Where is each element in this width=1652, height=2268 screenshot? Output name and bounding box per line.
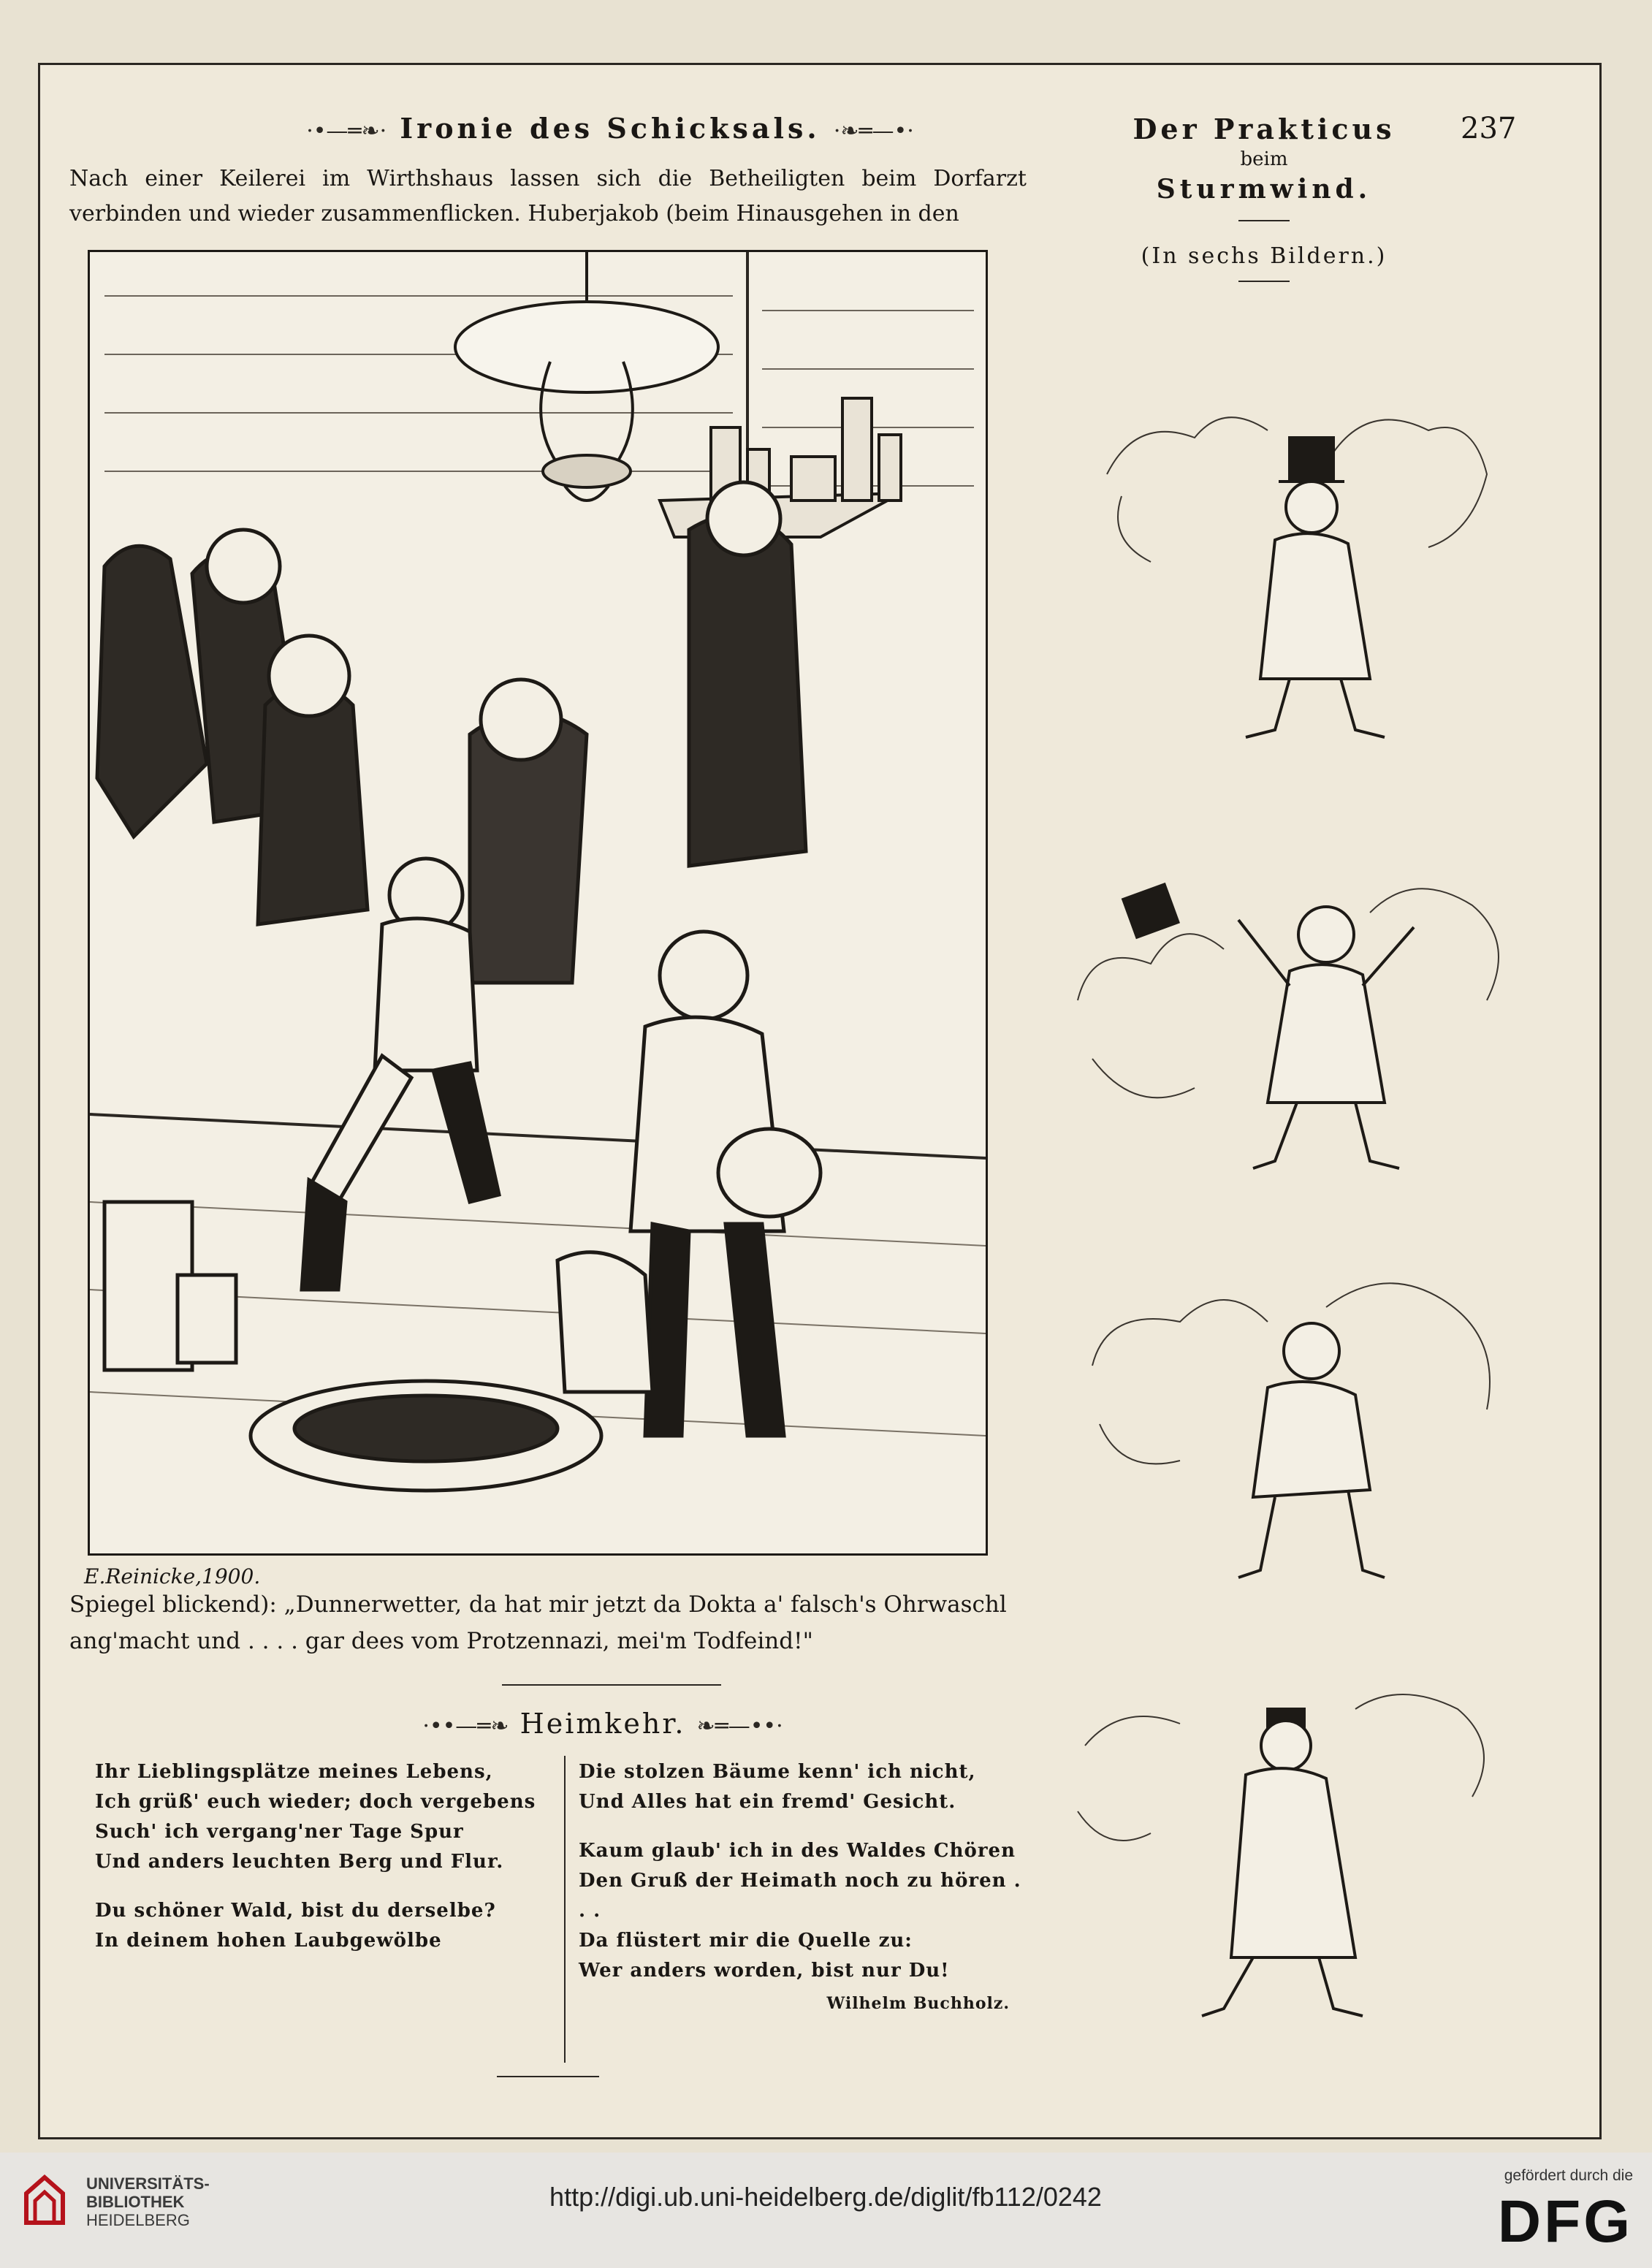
poem-line: In deinem hohen Laubgewölbe [95,1930,442,1952]
comic-panel-4 [1063,1665,1516,2045]
article-title [259,112,961,145]
poem-line: Du schöner Wald, bist du derselbe? [95,1900,496,1922]
poem-line: Und Alles hat ein fremd' Gesicht. [579,1791,956,1813]
illustration-caption: Spiegel blickend): „Dunnerwetter, da hat mir jetzt da Dokta a' falsch's Ohrwaschl ang'macht und . . . . gar dees vom Protzennazi, mei'm Todfeind!" [69,1591,1007,1654]
poem-line: Den Gruß der Heimath noch zu hören . . . [579,1870,1021,1922]
university-library-logo-icon [22,2172,67,2230]
institution-line: BIBLIOTHEK [86,2193,185,2211]
institution-name [86,2174,210,2229]
side-title-line2: beim [1240,148,1288,170]
institution-line: HEIDELBERG [86,2211,190,2229]
page-number: 237 [1461,112,1517,145]
poem-author: Wilhelm Buchholz. [826,1994,1010,2013]
comic-panel-1 [1092,372,1501,752]
funded-by-label: gefördert durch die [1504,2167,1633,2184]
poem-column-divider [564,1756,566,2063]
institution-line: UNIVERSITÄTS- [86,2174,210,2193]
poem-right-column [579,1757,1032,2019]
poem-line: Kaum glaub' ich in des Waldes Chören [579,1840,1016,1862]
poem-line: Ich grüß' euch wieder; doch vergebens [95,1791,536,1813]
article-title-text: Ironie des Schicksals. [400,112,821,145]
poem-line: Ihr Lieblingsplätze meines Lebens, [95,1761,493,1783]
intro-paragraph: Nach einer Keilerei im Wirthshaus lassen sich die Betheiligten beim Dorfarzt verbinden und wieder zusammenflicken. Huberjakob (beim Hinausgehen in den [69,166,1027,227]
poem-line: Wer anders worden, bist nur Du! [579,1960,950,1982]
source-url-link[interactable]: http://digi.ub.uni-heidelberg.de/diglit/fb112/0242 [549,2182,1102,2212]
side-subtitle: (In sechs Bildern.) [1141,243,1388,269]
poem-line: Und anders leuchten Berg und Flur. [95,1851,504,1873]
poem-ornament-right: ❧═—••· [696,1713,783,1739]
main-illustration [88,250,988,1556]
side-title-line1: Der Prakticus [1133,113,1396,145]
end-rule [497,2076,599,2077]
comic-panel-3 [1078,1249,1516,1614]
digitization-footer [0,2153,1652,2268]
section-divider [502,1684,721,1686]
artist-signature: E.Reinicke,1900. [84,1564,261,1588]
poem-ornament-left: ·••—═❧ [422,1713,509,1739]
poem-line: Die stolzen Bäume kenn' ich nicht, [579,1761,976,1783]
poem-line: Such' ich vergang'ner Tage Spur [95,1821,464,1843]
poem-line: Da flüstert mir die Quelle zu: [579,1930,913,1952]
poem-left-column [95,1757,555,1956]
side-title-line3: Sturmwind. [1156,174,1372,205]
doctor-scene-drawing [90,252,986,1553]
dfg-logo: DFG [1497,2188,1633,2255]
side-story-title [1122,112,1407,282]
title-ornament-left: ·•—═❧· [306,118,387,144]
magazine-page [38,63,1602,2139]
poem-title [340,1708,866,1740]
poem-title-text: Heimkehr. [519,1708,686,1740]
title-ornament-right: ·❧═—•· [833,118,914,144]
comic-panel-2 [1063,825,1516,1205]
